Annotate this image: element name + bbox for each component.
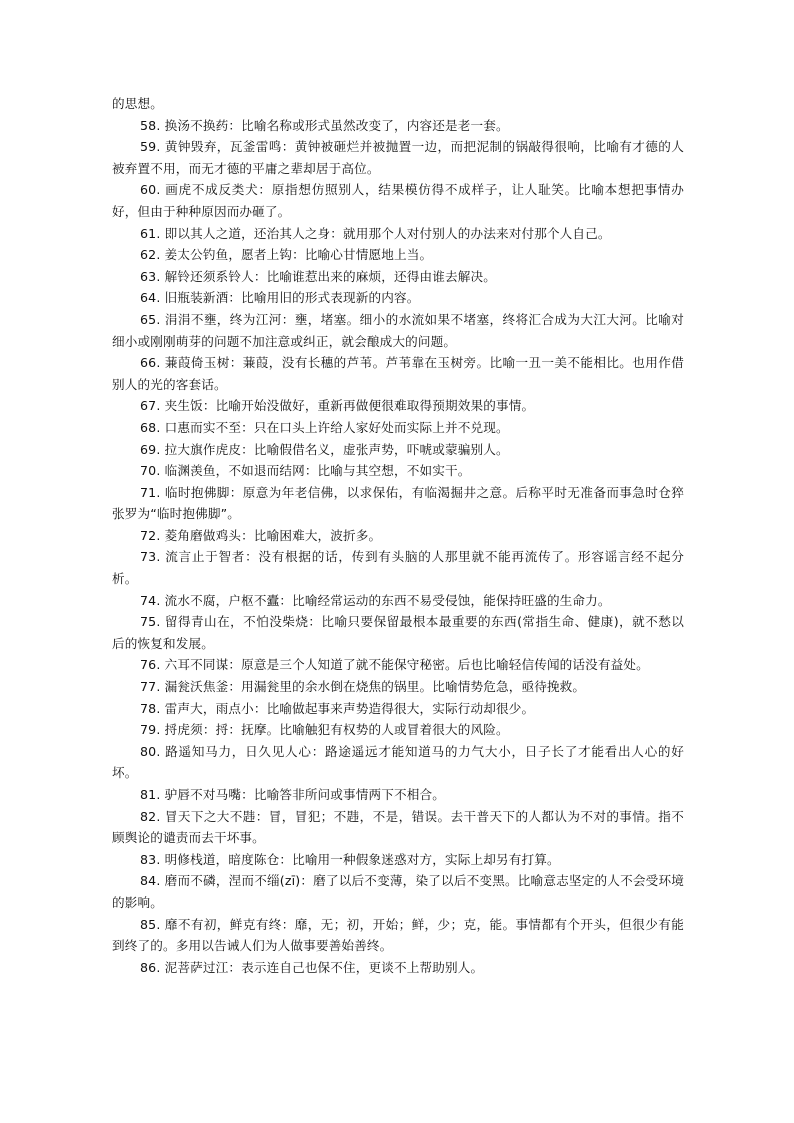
entry-64: 64. 旧瓶装新酒：比喻用旧的形式表现新的内容。 bbox=[140, 290, 420, 306]
entry-68: 68. 口惠而实不至：只在口头上许给人家好处而实际上并不兑现。 bbox=[140, 419, 509, 435]
entry-72: 72. 菱角磨做鸡头：比喻困难大，波折多。 bbox=[140, 527, 382, 543]
paragraph-continuation: 的思想。 bbox=[112, 96, 163, 111]
entry-81: 81. 驴唇不对马嘴：比喻答非所问或事情两下不相合。 bbox=[140, 787, 445, 802]
entry-62: 62. 姜太公钓鱼，愿者上钩：比喻心甘情愿地上当。 bbox=[140, 247, 433, 263]
entry-79: 79. 捋虎须：捋：抚摩。比喻触犯有权势的人或冒着很大的风险。 bbox=[140, 722, 509, 738]
entry-82: 82. 冒天下之大不韪：冒，冒犯；不韪，不是，错误。去干普天下的人都认为不对的事情。指不顾舆论的谴责而去干坏事。 bbox=[112, 808, 684, 846]
entry-70: 70. 临渊羡鱼，不如退而结网：比喻与其空想，不如实干。 bbox=[140, 463, 471, 479]
entry-77: 77. 漏瓮沃焦釜：用漏瓮里的余水倒在烧焦的锅里。比喻情势危急，亟待挽救。 bbox=[140, 679, 586, 695]
entry-58: 58. 换汤不换药：比喻名称或形式虽然改变了，内容还是老一套。 bbox=[140, 117, 509, 133]
entry-69: 69. 拉大旗作虎皮：比喻假借名义，虚张声势，吓唬或蒙骗别人。 bbox=[140, 441, 509, 457]
entry-86: 86. 泥菩萨过江：表示连自己也保不住，更谈不上帮助别人。 bbox=[140, 959, 484, 975]
entry-78: 78. 雷声大，雨点小：比喻做起事来声势造得很大，实际行动却很少。 bbox=[140, 700, 535, 716]
entry-85: 85. 靡不有初，鲜克有终：靡，无；初，开始；鲜，少；克，能。事情都有个开头，但很少有能到终了的。多用以告诫人们为人做事要善始善终。 bbox=[112, 916, 684, 954]
entry-60: 60. 画虎不成反类犬：原指想仿照别人，结果模仿得不成样子，让人耻笑。比喻本想把事情办好，但由于种种原因而办砸了。 bbox=[112, 182, 684, 219]
entry-63: 63. 解铃还须系铃人：比喻谁惹出来的麻烦，还得由谁去解决。 bbox=[140, 268, 496, 284]
entry-65: 65. 涓涓不壅，终为江河：壅，堵塞。细小的水流如果不堵塞，终将汇合成为大江大河。比喻对细小或刚刚萌芽的问题不加注意或纠正，就会酿成大的问题。 bbox=[112, 311, 684, 349]
entry-74: 74. 流水不腐，户枢不蠹：比喻经常运动的东西不易受侵蚀，能保持旺盛的生命力。 bbox=[140, 592, 611, 608]
entry-61: 61. 即以其人之道，还治其人之身：就用那个人对付别人的办法来对付那个人自己。 bbox=[140, 225, 611, 241]
entry-80: 80. 路遥知马力，日久见人心：路途遥远才能知道马的力气大小，日子长了才能看出人心的好坏。 bbox=[112, 743, 684, 781]
entry-59: 59. 黄钟毁弃，瓦釜雷鸣：黄钟被砸烂并被抛置一边，而把泥制的锅敲得很响，比喻有才德的人被弃置不用，而无才德的平庸之辈却居于高位。 bbox=[112, 139, 684, 176]
entry-73: 73. 流言止于智者：没有根据的话，传到有头脑的人那里就不能再流传了。形容谣言经不起分析。 bbox=[112, 549, 684, 587]
entry-83: 83. 明修栈道，暗度陈仓：比喻用一种假象迷惑对方，实际上却另有打算。 bbox=[140, 851, 560, 867]
entry-71: 71. 临时抱佛脚：原意为年老信佛，以求保佑，有临渴掘井之意。后称平时无准备而事急时仓猝张罗为“临时抱佛脚”。 bbox=[112, 484, 684, 522]
entry-67: 67. 夹生饭：比喻开始没做好，重新再做便很难取得预期效果的事情。 bbox=[140, 398, 535, 414]
entry-75: 75. 留得青山在，不怕没柴烧：比喻只要保留最根本最重要的东西(常指生命、健康)，就不愁以后的恢复和发展。 bbox=[112, 614, 684, 651]
entry-84: 84. 磨而不磷，涅而不缁(zī)：磨了以后不变薄，染了以后不变黑。比喻意志坚定的人不会受环境的影响。 bbox=[112, 873, 684, 910]
entry-66: 66. 蒹葭倚玉树：蒹葭，没有长穗的芦苇。芦苇靠在玉树旁。比喻一丑一美不能相比。也用作借别人的光的客套话。 bbox=[112, 355, 684, 392]
entry-76: 76. 六耳不同谋：原意是三个人知道了就不能保守秘密。后也比喻轻信传闻的话没有益处。 bbox=[140, 657, 649, 673]
